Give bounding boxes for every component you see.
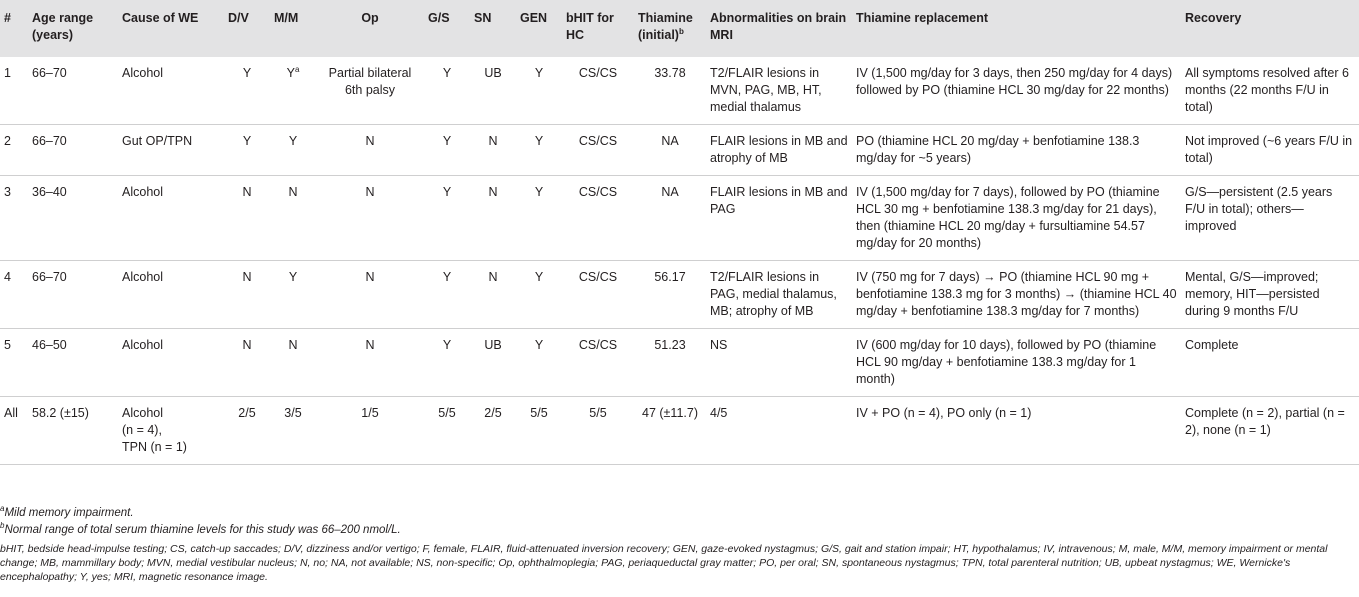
cell-mm: [270, 261, 316, 329]
cell-mm-text: Y: [288, 270, 298, 284]
col-header-recovery: Recovery: [1185, 11, 1242, 25]
col-header-op: Op: [361, 11, 379, 25]
cell-replacement-text: IV (750 mg for 7 days) → PO (thiamine HCL 90 mg + benfotiamine 138.3 mg for 3 months) → (thiamine HCL 40 mg/day + benfotiamine 138.3 mg/day for 7 months): [856, 270, 1177, 318]
cell-gs-text: Y: [442, 270, 452, 284]
cell-thiamine-text: 56.17: [654, 270, 686, 284]
table-row: [0, 261, 1359, 329]
cell-sn: [470, 261, 516, 329]
col-header-mri: Abnormalities on brain MRI: [710, 11, 847, 42]
cell-thiamine-text: 33.78: [654, 66, 686, 80]
cell-cause: [118, 176, 224, 261]
cell-cause: [118, 261, 224, 329]
cell-bhit-text: CS/CS: [578, 338, 618, 352]
cell-mri: [706, 125, 852, 176]
cell-gen: [516, 329, 562, 397]
cell-sn-text: N: [488, 134, 498, 148]
cell-replacement: [852, 125, 1181, 176]
cell-op-text: N: [365, 270, 375, 284]
cell-mm: [270, 125, 316, 176]
cell-sn-text: UB: [484, 66, 502, 80]
cell-bhit: 5/5: [589, 406, 607, 420]
cell-mm: [270, 329, 316, 397]
cell-thiamine: [634, 176, 706, 261]
cell-dv-text: Y: [242, 66, 252, 80]
cell-cause-text: Alcohol: [122, 270, 163, 284]
cell-cause-text: Alcohol: [122, 66, 163, 80]
header-row: [0, 0, 1359, 57]
cell-age: [28, 125, 118, 176]
cell-cause-text: Alcohol: [122, 185, 163, 199]
cell-gs-text: Y: [442, 66, 452, 80]
cell-num-text: 1: [4, 66, 11, 80]
cell-thiamine-text: NA: [661, 134, 679, 148]
cell-dv: [224, 176, 270, 261]
cell-gs-text: Y: [442, 134, 452, 148]
cell-gen: [516, 125, 562, 176]
cell-op: [316, 176, 424, 261]
cell-recovery-text: All symptoms resolved after 6 months (22 months F/U in total): [1185, 66, 1349, 114]
cell-mri-text: FLAIR lesions in MB and atrophy of MB: [710, 134, 848, 165]
cell-bhit-text: CS/CS: [578, 185, 618, 199]
cell-thiamine: 47 (±11.7): [642, 406, 698, 420]
footnote-a-mark: a: [294, 64, 300, 74]
cell-replacement: [852, 261, 1181, 329]
footnote-a-text: Mild memory impairment.: [4, 507, 134, 519]
cell-mri: [706, 57, 852, 125]
cell-dv: [224, 125, 270, 176]
col-header-replacement: Thiamine replacement: [856, 11, 988, 25]
footnote-b: [0, 522, 1359, 539]
cell-mri-text: NS: [710, 338, 728, 352]
cell-replacement-text: IV (1,500 mg/day for 3 days, then 250 mg/day for 4 days) followed by PO (thiamine HCL 30 mg/day for 22 months): [856, 66, 1173, 97]
cell-gs-text: Y: [442, 185, 452, 199]
cell-bhit: [562, 125, 634, 176]
cell-num: [0, 261, 28, 329]
cell-dv-text: N: [242, 270, 252, 284]
cell-gs: [424, 125, 470, 176]
cell-thiamine: [634, 57, 706, 125]
cell-gs: 5/5: [438, 406, 456, 420]
cell-bhit-text: CS/CS: [578, 270, 618, 284]
abbreviations: bHIT, bedside head-impulse testing; CS, catch-up saccades; D/V, dizziness and/or vertigo; F, female, FLAIR, fluid-attenuated inversion recovery; GEN, gaze-evoked nystagmus; G/S, gait and station impair; HT, hypothalamus; IV, intravenous; M, male, M/M, memory impairment or mental change; MB, mammillary body; MVN, medial vestibular nucleus; N, no; NA, not available; NS, non-specific; Op, ophthalmoplegia; PAG, periaqueductal gray matter; PO, per oral; SN, spontaneous nystagmus; TPN, total parenteral nutrition; UB, upbeat nystagmus; WE, Wernicke's encephalopathy; Y, yes; MRI, magnetic resonance image.: [0, 543, 1328, 583]
cell-sn: 2/5: [484, 406, 502, 420]
col-header-mm: M/M: [274, 11, 299, 25]
cell-replacement-text: IV (1,500 mg/day for 7 days), followed by PO (thiamine HCL 30 mg + benfotiamine 138.3 mg/day for 21 days), then (thiamine HCL 20 mg/day + fursultiamine 54.57 mg/day for 20 months): [856, 185, 1160, 250]
cell-replacement: [852, 176, 1181, 261]
cell-gen: [516, 176, 562, 261]
cell-gs: [424, 57, 470, 125]
col-header-age: Age range (years): [32, 11, 94, 42]
cell-cause: [118, 397, 224, 465]
cell-op: [316, 261, 424, 329]
cell-sn-text: UB: [484, 338, 502, 352]
cell-recovery: [1181, 261, 1359, 329]
cell-dv: [224, 261, 270, 329]
cell-thiamine: [634, 261, 706, 329]
cell-bhit: [562, 57, 634, 125]
cell-mm-text: Y: [286, 66, 295, 80]
cell-num-text: 3: [4, 185, 11, 199]
cell-num: [0, 125, 28, 176]
cell-dv-text: N: [242, 185, 252, 199]
cell-num: [0, 329, 28, 397]
cell-num: [0, 57, 28, 125]
cell-num: All: [4, 406, 18, 420]
cell-bhit: [562, 176, 634, 261]
cell-dv-text: Y: [242, 134, 252, 148]
cell-age-text: 36–40: [32, 185, 67, 199]
cell-num-text: 5: [4, 338, 11, 352]
col-header-sn: SN: [474, 11, 492, 25]
cell-gen-text: Y: [534, 270, 544, 284]
cell-sn: [470, 329, 516, 397]
cell-op-text: N: [365, 338, 375, 352]
cell-mm: [270, 57, 316, 125]
cell-num-text: 2: [4, 134, 11, 148]
cell-gen: [516, 261, 562, 329]
cell-sn-text: N: [488, 270, 498, 284]
footnote-b-mark: b: [678, 26, 684, 36]
cell-age-text: 46–50: [32, 338, 67, 352]
cell-recovery: [1181, 125, 1359, 176]
cell-op-text: N: [365, 185, 375, 199]
cell-replacement-text: PO (thiamine HCL 20 mg/day + benfotiamine 138.3 mg/day for ~5 years): [856, 134, 1140, 165]
footnote-b-mark: b: [0, 521, 5, 531]
cell-mm: [270, 176, 316, 261]
cell-bhit-text: CS/CS: [578, 134, 618, 148]
cell-age: 58.2 (±15): [32, 406, 89, 420]
cell-num: [0, 176, 28, 261]
col-header-gs: G/S: [428, 11, 450, 25]
cell-gen-text: Y: [534, 338, 544, 352]
cell-op-text: Partial bilateral 6th palsy: [328, 66, 412, 97]
cell-gen-text: Y: [534, 134, 544, 148]
cell-cause: [118, 329, 224, 397]
col-header-dv: D/V: [228, 11, 249, 25]
cell-bhit-text: CS/CS: [578, 66, 618, 80]
cell-mri: [706, 176, 852, 261]
cell-gs: [424, 176, 470, 261]
col-header-cause: Cause of WE: [122, 11, 199, 25]
cell-replacement: IV + PO (n = 4), PO only (n = 1): [856, 406, 1032, 420]
cell-recovery-text: Not improved (~6 years F/U in total): [1185, 134, 1353, 165]
cell-mri: 4/5: [710, 406, 728, 420]
cell-mm-text: N: [288, 185, 298, 199]
cell-mri: [706, 329, 852, 397]
cell-gs: [424, 261, 470, 329]
cell-age: [28, 57, 118, 125]
cell-mri: [706, 261, 852, 329]
col-header-thiamine: [634, 0, 706, 57]
cell-cause: [118, 57, 224, 125]
cell-mri-text: FLAIR lesions in MB and PAG: [710, 185, 848, 216]
cell-dv: [224, 57, 270, 125]
cell-cause-text: Alcohol: [122, 338, 163, 352]
cell-bhit: [562, 329, 634, 397]
cell-mm: 3/5: [284, 406, 302, 420]
col-header-num: #: [4, 11, 11, 25]
cell-recovery: [1181, 176, 1359, 261]
cell-replacement-text: IV (600 mg/day for 10 days), followed by PO (thiamine HCL 90 mg/day + benfotiamine 138.3 mg/day for 1 month): [856, 338, 1157, 386]
cell-age-text: 66–70: [32, 134, 67, 148]
cell-thiamine: [634, 125, 706, 176]
table-row: [0, 329, 1359, 397]
cell-recovery: [1181, 57, 1359, 125]
cell-sn: [470, 57, 516, 125]
table-body: [0, 57, 1359, 465]
cell-recovery: Complete (n = 2), partial (n = 2), none (n = 1): [1185, 406, 1345, 437]
cell-age: [28, 176, 118, 261]
cell-sn: [470, 125, 516, 176]
cell-thiamine-text: NA: [661, 185, 679, 199]
cell-gen: 5/5: [530, 406, 548, 420]
cell-cause-text: Gut OP/TPN: [122, 134, 193, 148]
cell-recovery-text: Complete: [1185, 338, 1239, 352]
cell-age: [28, 329, 118, 397]
cell-replacement: [852, 57, 1181, 125]
cell-gen-text: Y: [534, 185, 544, 199]
footnote-a: [0, 505, 1359, 522]
cell-num-text: 4: [4, 270, 11, 284]
cell-cause: [118, 125, 224, 176]
cell-recovery-text: Mental, G/S—improved; memory, HIT—persisted during 9 months F/U: [1185, 270, 1320, 318]
cell-op-text: N: [365, 134, 375, 148]
cell-dv: [224, 329, 270, 397]
col-header-bhit: bHIT for HC: [566, 11, 614, 42]
cell-cause-1: Alcohol: [122, 406, 163, 420]
cell-mri-text: T2/FLAIR lesions in MVN, PAG, MB, HT, medial thalamus: [710, 66, 822, 114]
cell-bhit: [562, 261, 634, 329]
cell-dv: 2/5: [238, 406, 256, 420]
cell-age-text: 66–70: [32, 270, 67, 284]
footnote-a-mark: a: [0, 504, 5, 514]
table-row: [0, 57, 1359, 125]
cell-mm-text: Y: [288, 134, 298, 148]
cell-mm-text: N: [288, 338, 298, 352]
table-row: [0, 125, 1359, 176]
cell-mri-text: T2/FLAIR lesions in PAG, medial thalamus, MB; atrophy of MB: [710, 270, 837, 318]
col-header-gen: GEN: [520, 11, 548, 25]
table-footnotes: [0, 505, 1359, 584]
cell-sn-text: N: [488, 185, 498, 199]
cell-thiamine: [634, 329, 706, 397]
cell-cause-n: (n = 4),: [122, 423, 162, 437]
cell-cause-2: TPN (n = 1): [122, 440, 187, 454]
cell-op: [316, 125, 424, 176]
cell-op: [316, 57, 424, 125]
cell-gen: [516, 57, 562, 125]
footnote-b-text: Normal range of total serum thiamine levels for this study was 66–200 nmol/L.: [4, 524, 401, 536]
cell-sn: [470, 176, 516, 261]
cell-gs: [424, 329, 470, 397]
cell-recovery: [1181, 329, 1359, 397]
cell-op: 1/5: [361, 406, 379, 420]
summary-row: [0, 397, 1359, 465]
cell-age: [28, 261, 118, 329]
col-header-thiamine-label: Thiamine (initial): [638, 11, 693, 42]
cell-gen-text: Y: [534, 66, 544, 80]
cell-gs-text: Y: [442, 338, 452, 352]
cell-recovery-text: G/S—persistent (2.5 years F/U in total); others—improved: [1185, 185, 1333, 233]
cell-thiamine-text: 51.23: [654, 338, 686, 352]
table-row: [0, 176, 1359, 261]
cell-op: [316, 329, 424, 397]
cell-age-text: 66–70: [32, 66, 67, 80]
cell-dv-text: N: [242, 338, 252, 352]
cell-replacement: [852, 329, 1181, 397]
